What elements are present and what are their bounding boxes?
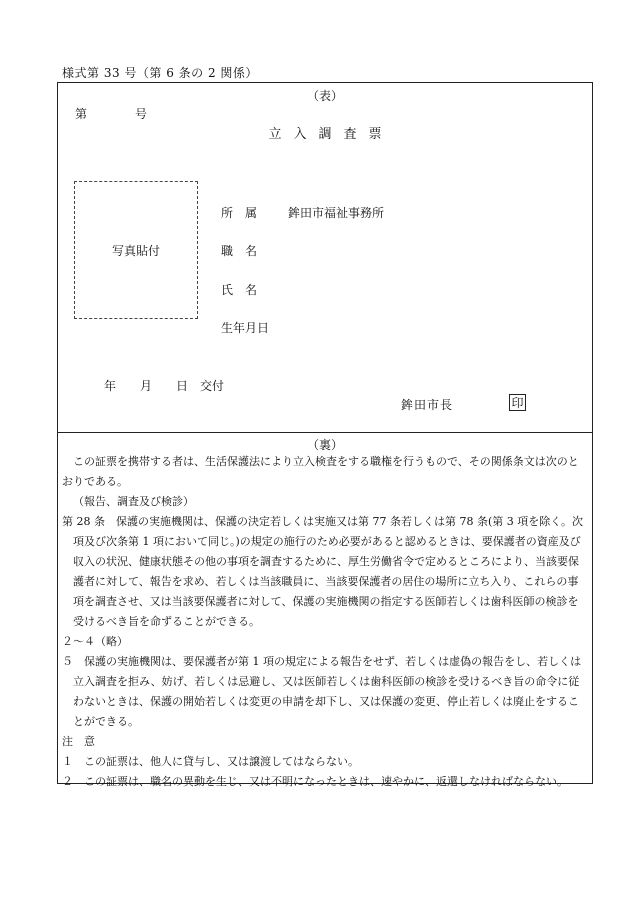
notes-heading: 注 意 [62, 735, 95, 748]
photo-label: 写真貼付 [111, 243, 160, 258]
field-name-label: 氏 名 [221, 283, 258, 297]
form-number: 様式第 33 号（第 6 条の 2 関係） [62, 66, 258, 80]
article-heading: （報告、調査及び検診） [73, 495, 194, 508]
seal-mark [509, 394, 526, 411]
card-title: 立入調査票 [268, 127, 394, 142]
issuer-title: 鉾田市長 [401, 398, 454, 412]
intro-paragraph: この証票を携帯する者は、生活保護法により立入検査をする職権を行うもので、その関係条文は次のとおりである。 [62, 455, 579, 488]
card-number-label: 第 号 [75, 107, 166, 121]
card-front [58, 83, 592, 433]
photo-placeholder [74, 181, 198, 319]
seal-label: 印 [511, 396, 524, 410]
article-28-paragraph-5: ５ 保護の実施機関は、要保護者が第 1 項の規定による報告をせず、若しくは虚偽の報告をし、若しくは立入調査を拒み、妨げ、若しくは忌避し、又は医師若しくは歯科医師の検診を受けるべき旨の命令に従わないときは、保護の開始若しくは変更の申請を却下し、又は保護の変更、停止若しくは廃止をすることができる。 [62, 655, 582, 728]
back-text [62, 452, 588, 792]
field-title-label: 職 名 [221, 244, 258, 258]
issue-date: 年 月 日 交付 [104, 379, 225, 393]
note-item: １ この証票は、他人に貸与し、又は譲渡してはならない。 [62, 755, 359, 768]
omitted-paragraphs: ２～４（略） [62, 635, 128, 648]
card-back [58, 432, 592, 788]
note-item: ２ この証票は、職名の異動を生じ、又は不明になったときは、速やかに、返還しなければならない。 [62, 775, 568, 788]
article-28-paragraph: 第 28 条 保護の実施機関は、保護の決定若しくは実施又は第 77 条若しくは第 78 条(第 3 項を除く。次項及び次条第 1 項において同じ。)の規定の施行のため必要があると認めるときは、要保護者の資産及び収入の状況、健康状態その他の事項を調査するために、厚生労働省令で定めるところにより、当該要保護者に対して、報告を求め、若しくは当該職員に、当該要保護者の居住の場所に立ち入り、これらの事項を調査させ、又は当該要保護者に対して、保護の実施機関の指定する医師若しくは歯科医師の検診を受けるべき旨を命ずることができる。 [62, 515, 584, 628]
field-birthdate-label: 生年月日 [221, 321, 270, 335]
field-affiliation-value: 鉾田市福祉事務所 [288, 206, 385, 220]
inspection-card [57, 82, 593, 788]
front-side-label: （表） [306, 89, 343, 103]
back-side-label: （裏） [306, 438, 343, 452]
field-affiliation-label: 所 属 [221, 206, 258, 220]
